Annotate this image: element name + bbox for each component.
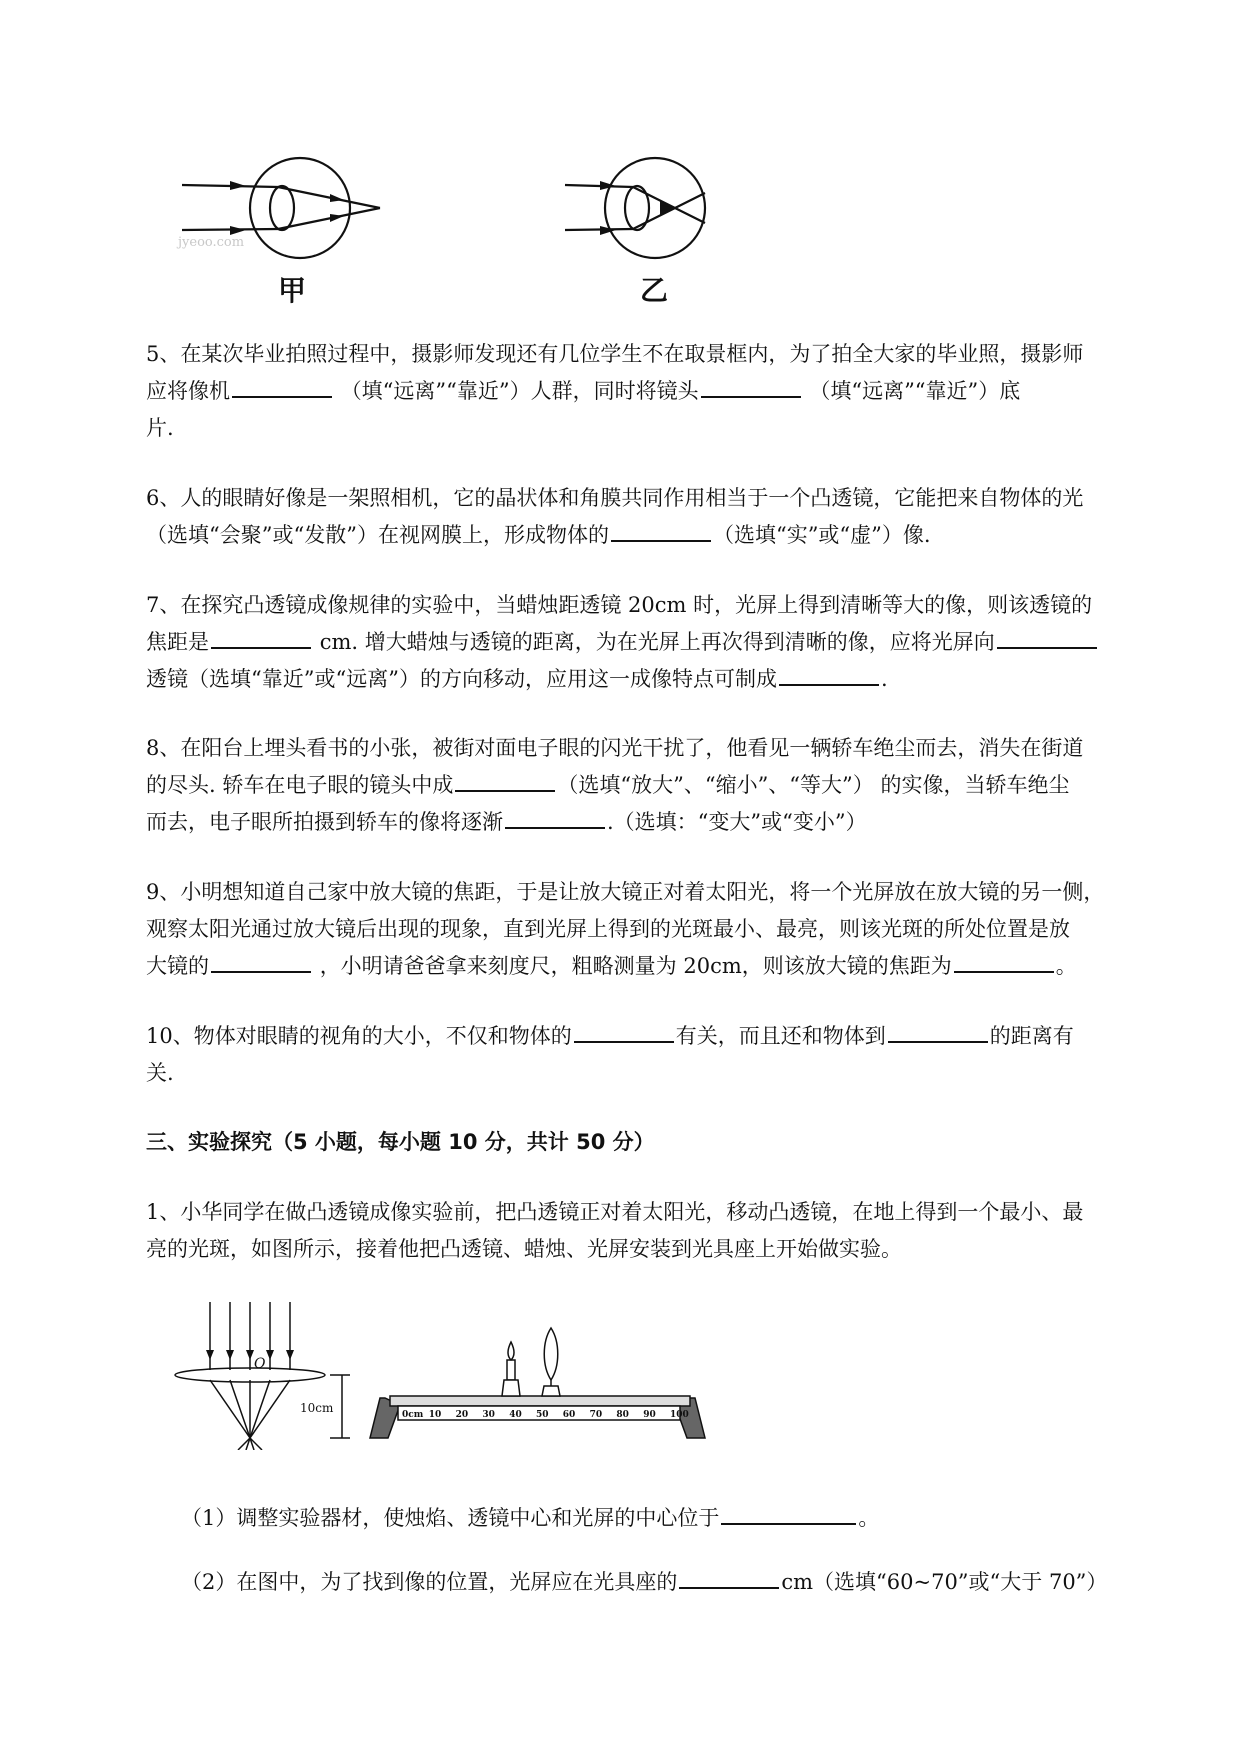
ruler-tick-label: 50 (536, 1410, 549, 1420)
q6-text: （选填“会聚”或“发散”）在视网膜上，形成物体的 (146, 523, 609, 547)
question-8 (146, 730, 1146, 841)
q9-text: 。 (1055, 954, 1077, 978)
q7-text: . (880, 667, 888, 691)
exp1-sub1-answer-blank[interactable] (721, 1503, 856, 1525)
q6-text: （选填“实”或“虚”）像. (712, 523, 931, 547)
exp1-line1: 1、小华同学在做凸透镜成像实验前，把凸透镜正对着太阳光，移动凸透镜，在地上得到一个最小、最 (146, 1200, 1084, 1224)
q8-line2 (146, 767, 1146, 804)
q7-line1: 7、在探究凸透镜成像规律的实验中，当蜡烛距透镜 20cm 时，光屏上得到清晰等大的像，则该透镜的 (146, 593, 1093, 617)
q10-text: 有关，而且还和物体到 (675, 1024, 886, 1048)
q7-line2 (146, 624, 1146, 661)
q5-text: （填“远离”“靠近”）底 (809, 379, 1021, 403)
q10-text: 的距离有 (989, 1024, 1074, 1048)
q7-answer-blank-2[interactable] (997, 627, 1097, 649)
q6-answer-blank[interactable] (611, 520, 711, 542)
q10-answer-blank-2[interactable] (888, 1021, 988, 1043)
q8-line3 (146, 804, 1146, 841)
exp1-sub1-text: 。 (858, 1506, 880, 1530)
ruler-tick-label: 40 (509, 1410, 522, 1420)
q5-answer-blank-2[interactable] (701, 376, 801, 398)
q9-line2: 观察太阳光通过放大镜后出现的现象，直到光屏上得到的光斑最小、最亮，则该光斑的所处位置是放 (146, 917, 1070, 941)
q10-line1 (146, 1018, 1146, 1055)
q7-answer-blank-3[interactable] (779, 664, 879, 686)
exp1-sub2-text: cm（选填“60~70”或“大于 70”） (781, 1570, 1108, 1594)
optical-bench (370, 1328, 705, 1438)
q5-line1: 5、在某次毕业拍照过程中，摄影师发现还有几位学生不在取景框内，为了拍全大家的毕业照，摄影师 (146, 342, 1084, 366)
q10-text: 10、物体对眼睛的视角的大小，不仅和物体的 (146, 1024, 572, 1048)
q8-text: 的尽头. 轿车在电子眼的镜头中成 (146, 773, 454, 797)
q5-line2 (146, 373, 1146, 410)
q7-text: 焦距是 (146, 630, 209, 654)
watermark-text: jyeoo.com (178, 235, 245, 250)
q9-line1: 9、小明想知道自己家中放大镜的焦距，于是让放大镜正对着太阳光，将一个光屏放在放大镜的另一侧， (146, 880, 1105, 904)
eye-label-yi: 乙 (640, 274, 669, 307)
ruler-tick-label: 80 (616, 1410, 629, 1420)
exp1-subquestion-2 (181, 1566, 1107, 1596)
eye-label-jia: 甲 (278, 274, 307, 307)
exp1-subquestion-1 (181, 1502, 879, 1532)
q10-answer-blank-1[interactable] (574, 1021, 674, 1043)
ruler-tick-label: 70 (589, 1410, 603, 1420)
q5-line3: 片. (146, 416, 174, 440)
focal-distance-label: 10cm (300, 1401, 334, 1415)
q8-text: .（选填：“变大”或“变小”） (607, 810, 867, 834)
eye-diagrams-figure (170, 150, 750, 310)
question-10 (146, 1018, 1146, 1092)
exp1-sub2-answer-blank[interactable] (679, 1567, 779, 1589)
q7-text: 透镜（选填“靠近”或“远离”）的方向移动，应用这一成像特点可制成 (146, 667, 777, 691)
q9-text: 大镜的 (146, 954, 209, 978)
q7-text: cm. 增大蜡烛与透镜的距离，为在光屏上再次得到清晰的像，应将光屏向 (319, 630, 995, 654)
q7-line3 (146, 661, 1146, 698)
q5-text: （填“远离”“靠近”）人群，同时将镜头 (340, 379, 699, 403)
q9-text: ，小明请爸爸拿来刻度尺，粗略测量为 20cm，则该放大镜的焦距为 (319, 954, 952, 978)
lens-focus-diagram (175, 1302, 350, 1450)
q9-answer-blank-1[interactable] (211, 951, 311, 973)
exp1-sub2-text: （2）在图中，为了找到像的位置，光屏应在光具座的 (181, 1570, 678, 1594)
question-9 (146, 874, 1146, 985)
ruler-tick-label: 10 (428, 1410, 442, 1420)
ruler-tick-label: 20 (455, 1410, 469, 1420)
q5-text: 应将像机 (146, 379, 230, 403)
q8-text: 而去，电子眼所拍摄到轿车的像将逐渐 (146, 810, 503, 834)
experiment-figure (170, 1300, 730, 1450)
question-7 (146, 587, 1146, 698)
ruler-tick-label: 100 (670, 1410, 689, 1420)
q7-answer-blank-1[interactable] (211, 627, 311, 649)
question-5 (146, 336, 1146, 447)
experiment-1 (146, 1194, 1146, 1268)
section-3-title: 三、实验探究（5 小题，每小题 10 分，共计 50 分） (146, 1130, 655, 1154)
eye-diagram-yi (565, 158, 705, 258)
lens-center-label: O (254, 1356, 266, 1372)
q6-line2 (146, 517, 1146, 554)
ruler-tick-label: 30 (482, 1410, 495, 1420)
question-6 (146, 480, 1146, 554)
ruler-tick-label: 60 (562, 1410, 576, 1420)
q8-answer-blank-1[interactable] (455, 770, 555, 792)
exp1-sub1-text: （1）调整实验器材，使烛焰、透镜中心和光屏的中心位于 (181, 1506, 720, 1530)
exp1-line2: 亮的光斑，如图所示，接着他把凸透镜、蜡烛、光屏安装到光具座上开始做实验。 (146, 1237, 902, 1261)
q5-answer-blank-1[interactable] (232, 376, 332, 398)
q6-line1: 6、人的眼睛好像是一架照相机，它的晶状体和角膜共同作用相当于一个凸透镜，它能把来自物体的光 (146, 486, 1084, 510)
q8-line1: 8、在阳台上埋头看书的小张，被街对面电子眼的闪光干扰了，他看见一辆轿车绝尘而去，消失在街道 (146, 736, 1084, 760)
q9-line3 (146, 948, 1146, 985)
q8-answer-blank-2[interactable] (505, 807, 605, 829)
q10-line2: 关. (146, 1061, 174, 1085)
q9-answer-blank-2[interactable] (954, 951, 1054, 973)
ruler-tick-label: 90 (643, 1410, 656, 1420)
ruler-tick-label: 0cm (402, 1410, 424, 1420)
q8-text: （选填“放大”、“缩小”、“等大”） 的实像，当轿车绝尘 (557, 773, 1070, 797)
